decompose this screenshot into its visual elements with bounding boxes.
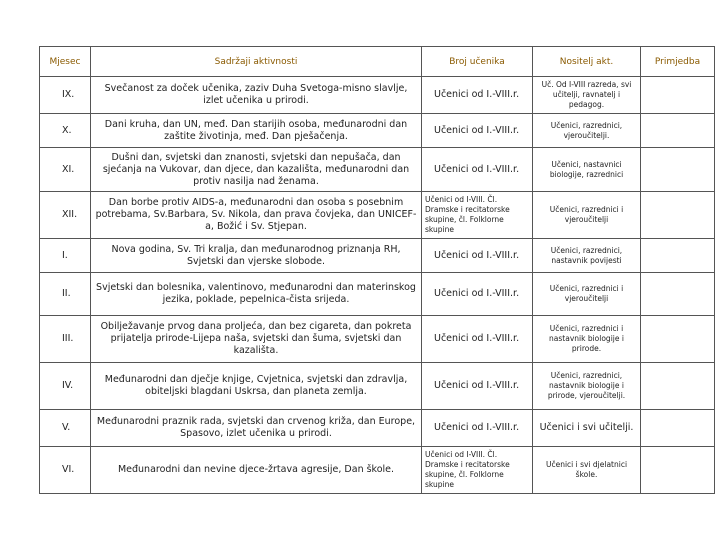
activities-cell: Dušni dan, svjetski dan znanosti, svjetski dan nepušača, dan sjećanja na Vukovar, dan djece, dan kazališta, međunarodni dan protiv nasilja nad ženama. — [91, 148, 422, 192]
holder-cell: Uč. Od I-VIII razreda, svi učitelji, ravnatelj i pedagog. — [533, 77, 641, 114]
note-cell — [641, 239, 715, 273]
count-cell: Učenici od I.-VIII.r. — [422, 239, 533, 273]
activities-cell: Međunarodni dan dječje knjige, Cvjetnica, svjetski dan zdravlja, obiteljski blagdani Uskrsa, dan planeta zemlja. — [91, 363, 422, 410]
note-cell — [641, 77, 715, 114]
count-cell: Učenici od I.-VIII.r. — [422, 148, 533, 192]
count-cell: Učenici od I.-VIII.r. — [422, 114, 533, 148]
holder-cell: Učenici, razrednici, nastavnik biologije i prirode, vjeroučitelji. — [533, 363, 641, 410]
header-row — [40, 47, 715, 77]
note-cell — [641, 447, 715, 494]
activities-cell: Nova godina, Sv. Tri kralja, dan međunarodnog priznanja RH, Svjetski dan vjerske slobode. — [91, 239, 422, 273]
count-cell: Učenici od I.-VIII.r. — [422, 273, 533, 316]
holder-cell: Učenici, razrednici i vjeroučitelji — [533, 192, 641, 239]
header-holder: Nositelj akt. — [533, 47, 641, 77]
table-row — [40, 192, 715, 239]
table-row — [40, 447, 715, 494]
holder-cell: Učenici, razrednici, nastavnik povijesti — [533, 239, 641, 273]
count-cell: Učenici od I-VIII. Čl. Dramske i recitatorske skupine, čl. Folklorne skupine — [422, 447, 533, 494]
activities-cell: Svečanost za doček učenika, zaziv Duha Svetoga-misno slavlje, izlet učenika u prirodi. — [91, 77, 422, 114]
note-cell — [641, 192, 715, 239]
month-cell: III. — [40, 316, 91, 363]
count-cell: Učenici od I.-VIII.r. — [422, 410, 533, 447]
count-cell: Učenici od I.-VIII.r. — [422, 316, 533, 363]
month-cell: VI. — [40, 447, 91, 494]
header-note: Primjedba — [641, 47, 715, 77]
header-month: Mjesec — [40, 47, 91, 77]
table-row — [40, 239, 715, 273]
note-cell — [641, 410, 715, 447]
note-cell — [641, 273, 715, 316]
month-cell: V. — [40, 410, 91, 447]
note-cell — [641, 114, 715, 148]
count-cell: Učenici od I.-VIII.r. — [422, 77, 533, 114]
holder-cell: Učenici i svi djelatnici škole. — [533, 447, 641, 494]
month-cell: XII. — [40, 192, 91, 239]
month-cell: IV. — [40, 363, 91, 410]
holder-cell: Učenici, razrednici i vjeroučitelji — [533, 273, 641, 316]
header-content: Sadržaji aktivnosti — [91, 47, 422, 77]
month-cell: II. — [40, 273, 91, 316]
note-cell — [641, 148, 715, 192]
holder-cell: Učenici, razrednici, vjeroučitelji. — [533, 114, 641, 148]
holder-cell: Učenici, nastavnici biologije, razrednici — [533, 148, 641, 192]
activities-cell: Međunarodni praznik rada, svjetski dan crvenog križa, dan Europe, Spasovo, izlet učenika u prirodi. — [91, 410, 422, 447]
table-row — [40, 77, 715, 114]
activities-table — [39, 46, 715, 494]
header-count: Broj učenika — [422, 47, 533, 77]
activities-cell: Dani kruha, dan UN, međ. Dan starijih osoba, međunarodni dan zaštite životinja, međ. Dan pješačenja. — [91, 114, 422, 148]
holder-cell: Učenici i svi učitelji. — [533, 410, 641, 447]
table-row — [40, 410, 715, 447]
activities-cell: Obilježavanje prvog dana proljeća, dan bez cigareta, dan pokreta prijatelja prirode-Lijepa naša, svjetski dan šuma, svjetski dan kazališta. — [91, 316, 422, 363]
count-cell: Učenici od I.-VIII.r. — [422, 363, 533, 410]
table-row — [40, 316, 715, 363]
holder-cell: Učenici, razrednici i nastavnik biologije i prirode. — [533, 316, 641, 363]
activities-cell: Svjetski dan bolesnika, valentinovo, međunarodni dan materinskog jezika, poklade, pepelnica-čista srijeda. — [91, 273, 422, 316]
count-cell: Učenici od I-VIII. Čl. Dramske i recitatorske skupine, čl. Folklorne skupine — [422, 192, 533, 239]
month-cell: X. — [40, 114, 91, 148]
table-row — [40, 273, 715, 316]
month-cell: IX. — [40, 77, 91, 114]
table-row — [40, 363, 715, 410]
note-cell — [641, 316, 715, 363]
table-row — [40, 114, 715, 148]
month-cell: I. — [40, 239, 91, 273]
table-row — [40, 148, 715, 192]
activities-cell: Međunarodni dan nevine djece-žrtava agresije, Dan škole. — [91, 447, 422, 494]
month-cell: XI. — [40, 148, 91, 192]
activities-cell: Dan borbe protiv AIDS-a, međunarodni dan osoba s posebnim potrebama, Sv.Barbara, Sv. Nikola, dan prava čovjeka, dan UNICEF-a, Božić i Sv. Stjepan. — [91, 192, 422, 239]
note-cell — [641, 363, 715, 410]
